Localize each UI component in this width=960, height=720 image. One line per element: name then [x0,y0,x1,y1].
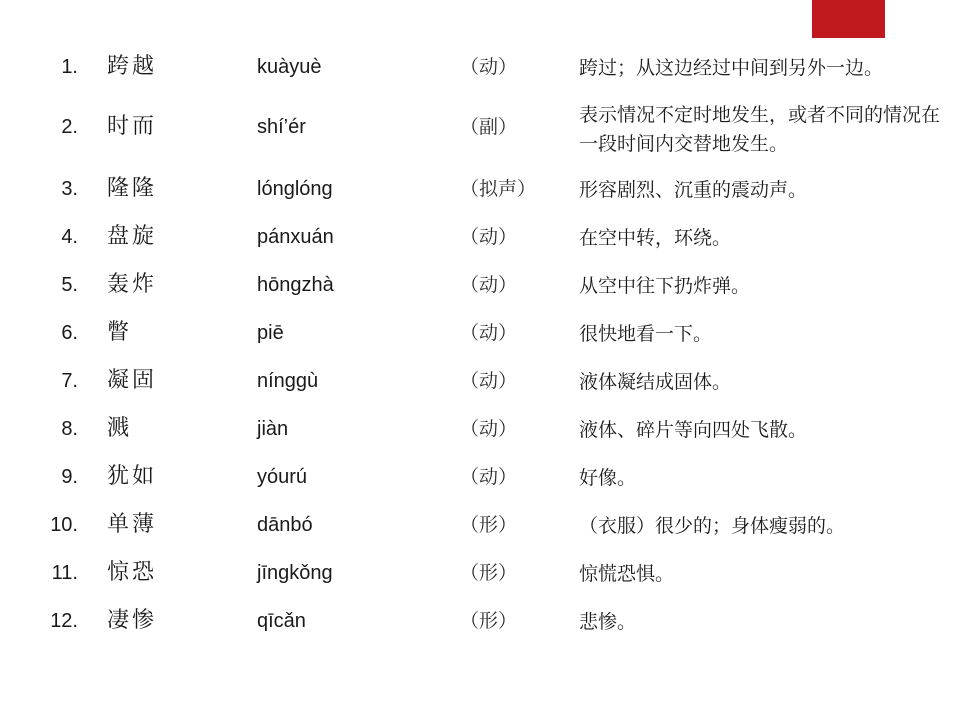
entry-part-of-speech: （副） [460,116,518,138]
entry-pinyin: jiàn [257,418,289,440]
vocab-row-8 [40,406,950,454]
entry-pinyin: dānbó [257,514,313,536]
entry-definition: 好像。 [579,467,637,489]
entry-pinyin: yóurú [257,466,308,488]
entry-pinyin: lónglóng [257,178,333,200]
entry-word: 瞥 [107,320,133,345]
entry-part-of-speech: （形） [460,514,518,536]
vocab-row-1 [40,44,950,92]
entry-definition: 惊慌恐惧。 [579,563,675,585]
entry-definition: 液体凝结成固体。 [579,371,732,393]
entry-word: 单薄 [107,512,158,537]
entry-definition: 悲惨。 [579,611,637,633]
entry-definition: 表示情况不定时地发生，或者不同的情况在一段时间内交替地发生。 [579,104,941,155]
entry-part-of-speech: （动） [460,466,518,488]
entry-number: 6. [61,322,78,344]
entry-number: 2. [61,116,78,138]
entry-part-of-speech: （形） [460,610,518,632]
vocab-row-5 [40,262,950,310]
entry-number: 5. [61,274,78,296]
vocabulary-list [40,44,950,646]
entry-word: 犹如 [107,464,158,489]
entry-part-of-speech: （形） [460,562,518,584]
entry-definition: 液体、碎片等向四处飞散。 [579,419,808,441]
entry-number: 7. [61,370,78,392]
entry-part-of-speech: （动） [460,370,518,392]
entry-part-of-speech: （拟声） [460,178,537,200]
entry-pinyin: pánxuán [257,226,334,248]
entry-part-of-speech: （动） [460,274,518,296]
entry-number: 8. [61,418,78,440]
entry-number: 11. [51,562,78,584]
entry-definition: 从空中往下扔炸弹。 [579,275,751,297]
entry-number: 12. [50,610,78,632]
entry-word: 惊恐 [107,560,158,585]
entry-part-of-speech: （动） [460,418,518,440]
vocab-row-7 [40,358,950,406]
entry-pinyin: shí’ér [257,116,306,138]
entry-definition: （衣服）很少的；身体瘦弱的。 [579,515,846,537]
entry-word: 盘旋 [107,224,158,249]
entry-definition: 很快地看一下。 [579,323,713,345]
entry-part-of-speech: （动） [460,322,518,344]
entry-definition: 形容剧烈、沉重的震动声。 [579,179,808,201]
entry-word: 凝固 [107,368,158,393]
entry-number: 1. [61,56,78,78]
vocab-row-10 [40,502,950,550]
entry-word: 隆隆 [107,176,158,201]
entry-pinyin: qīcǎn [257,610,306,632]
vocab-row-6 [40,310,950,358]
entry-definition: 跨过；从这边经过中间到另外一边。 [579,57,884,79]
entry-pinyin: jīngkǒng [257,562,333,584]
entry-word: 溅 [107,416,133,441]
entry-number: 10. [50,514,78,536]
vocab-row-4 [40,214,950,262]
entry-word: 凄惨 [107,608,158,633]
vocab-row-2 [40,92,950,166]
entry-word: 跨越 [107,54,158,79]
entry-definition: 在空中转，环绕。 [579,227,732,249]
vocab-row-12 [40,598,950,646]
entry-word: 时而 [107,114,158,139]
entry-pinyin: hōngzhà [257,274,334,296]
entry-pinyin: piē [257,322,284,344]
corner-accent-block [812,0,885,38]
vocab-row-3 [40,166,950,214]
entry-pinyin: nínggù [257,370,319,392]
entry-pinyin: kuàyuè [257,56,322,78]
vocab-row-9 [40,454,950,502]
entry-number: 9. [61,466,78,488]
entry-word: 轰炸 [107,272,158,297]
entry-part-of-speech: （动） [460,56,518,78]
vocab-row-11 [40,550,950,598]
entry-number: 3. [61,178,78,200]
entry-part-of-speech: （动） [460,226,518,248]
entry-number: 4. [61,226,78,248]
